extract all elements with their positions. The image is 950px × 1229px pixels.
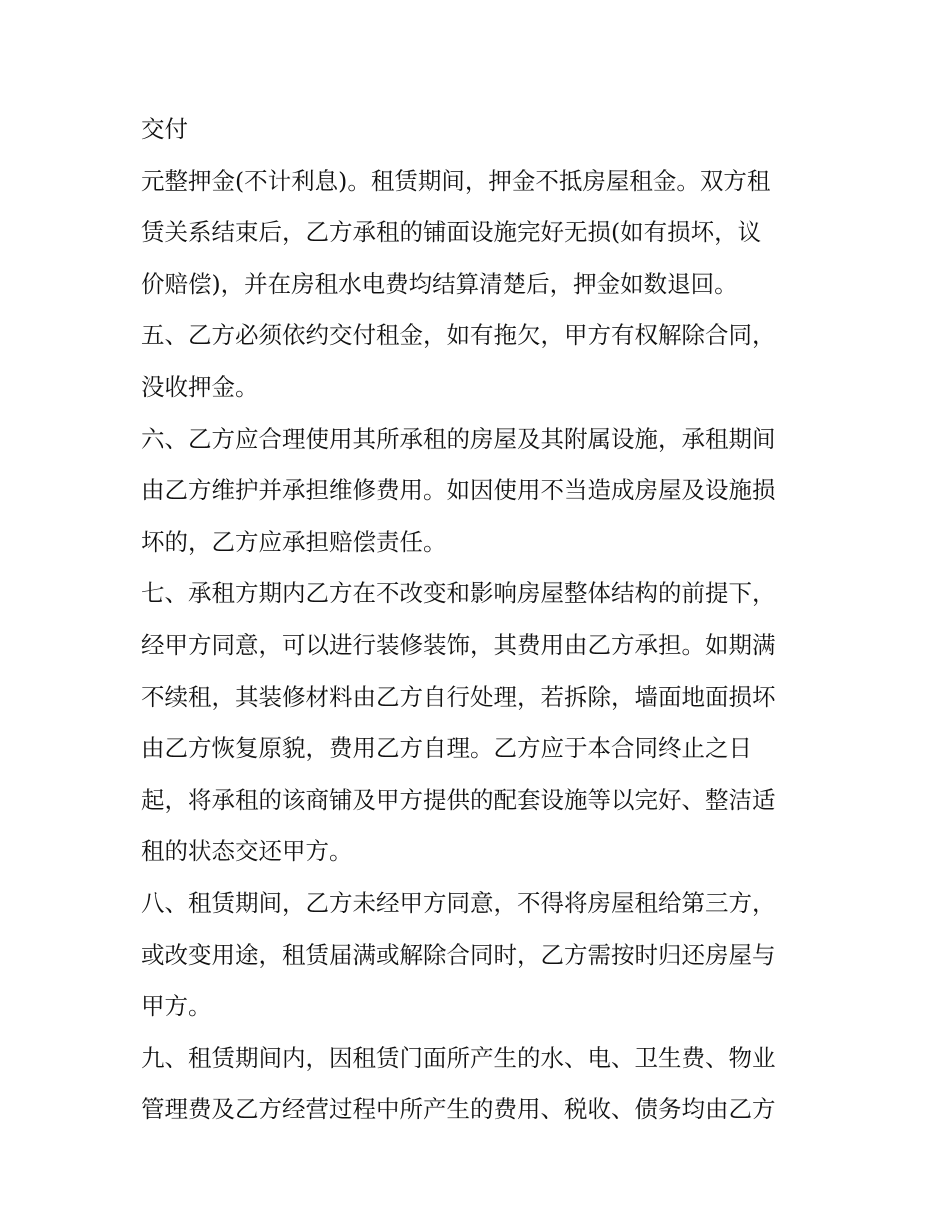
text-line: 八、租赁期间，乙方未经甲方同意，不得将房屋租给第三方， (141, 888, 776, 917)
text-line: 由乙方维护并承担维修费用。如因使用不当造成房屋及设施损 (141, 476, 776, 505)
text-line: 五、乙方必须依约交付租金，如有拖欠，甲方有权解除合同， (141, 321, 776, 350)
text-line: 经甲方同意，可以进行装修装饰，其费用由乙方承担。如期满 (141, 630, 776, 659)
text-line: 交付 (141, 115, 188, 143)
text-line: 七、承租方期内乙方在不改变和影响房屋整体结构的前提下， (141, 579, 776, 608)
text-line: 价赔偿)，并在房租水电费均结算清楚后，押金如数退回。 (141, 269, 738, 298)
text-line: 甲方。 (141, 992, 212, 1021)
text-line: 九、租赁期间内，因租赁门面所产生的水、电、卫生费、物业 (141, 1043, 776, 1072)
text-line: 元整押金(不计利息)。租赁期间，押金不抵房屋租金。双方租 (141, 166, 771, 195)
text-line: 起，将承租的该商铺及甲方提供的配套设施等以完好、整洁适 (141, 785, 776, 814)
document-body (141, 104, 821, 1136)
text-line: 没收押金。 (141, 372, 259, 401)
text-line: 不续租，其装修材料由乙方自行处理，若拆除，墙面地面损坏 (141, 682, 776, 711)
text-line: 或改变用途，租赁届满或解除合同时，乙方需按时归还房屋与 (141, 940, 776, 969)
text-line: 六、乙方应合理使用其所承租的房屋及其附属设施，承租期间 (141, 424, 776, 453)
text-line: 坏的，乙方应承担赔偿责任。 (141, 527, 447, 556)
text-line: 赁关系结束后，乙方承租的铺面设施完好无损(如有损坏，议 (141, 218, 762, 247)
text-line: 租的状态交还甲方。 (141, 837, 353, 866)
text-line: 管理费及乙方经营过程中所产生的费用、税收、债务均由乙方 (141, 1095, 776, 1124)
text-line: 由乙方恢复原貌，费用乙方自理。乙方应于本合同终止之日 (141, 734, 752, 763)
